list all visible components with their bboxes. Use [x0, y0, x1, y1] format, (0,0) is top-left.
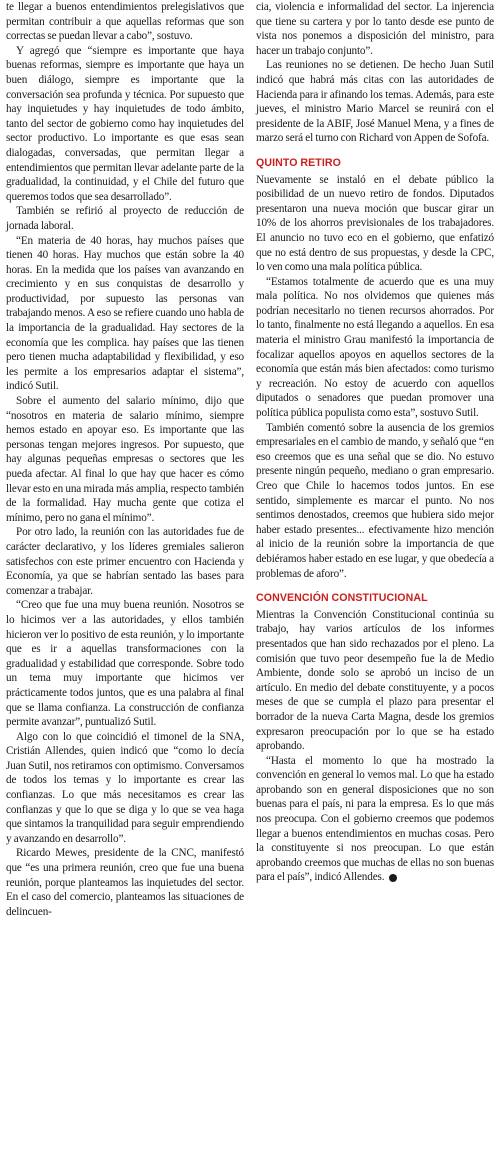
paragraph: Y agregó que “siempre es importante que haya buenas reformas, siempre es importante que haya un buen diálogo, siempre es importante que la conversación sea profunda y técnica. Por supuesto que hay inquietudes y hay inquietudes de todo ámbito, tanto del sector de gobierno como hay inquietudes del sector productivo. Lo importante es que esas sean dialogadas, conversadas, que permitan llegar a entendimientos que permitan llevar adelante parte de la gradualidad, la continuidad, y el Chile del futuro que queremos todos que sea desarrollado”. [6, 44, 244, 203]
paragraph: Ricardo Mewes, presidente de la CNC, manifestó que “es una primera reunión, creo que fue una buena reunión, porque planteamos las inquietudes del sector. En el caso del comercio, planteamos las situaciones de delincuen- [6, 847, 244, 918]
paragraph: “Estamos totalmente de acuerdo que es una muy mala política. No nos olvidemos que quienes más podrían necesitarlo no tienen recursos ahorrados. Por lo tanto, finalmente no está llegando a aquellos. En esa materia el ministro Grau manifestó la importancia de focalizar aquellos apoyos en aquellos sectores de la economía que están más bien afectados: como turismo y recreación. No estoy de acuerdo con aquellos diputados o senadores que puedan promover una política pública populista como esta”, sostuvo Sutil. [256, 275, 494, 420]
paragraph: Mientras la Convención Constitucional continúa su trabajo, hay varios artículos de los informes presentados que han sido rechazados por el pleno. La comisión que tuvo peor desempeño fue la de Medio Ambiente, donde solo se aprobó un inciso de un artículo. En medio del debate constituyente, y a pocos meses de que se cumpla el plazo para presentar el borrador de la nueva Carta Magna, desde los gremios expresaron preocupación por lo que se ha estado aprobando. [256, 608, 494, 753]
paragraph: Las reuniones no se detienen. De hecho Juan Sutil indicó que habrá más citas con las autoridades de Hacienda para ir afinando los temas. Además, para este jueves, el ministro Mario Marcel se reunirá con el presidente de la ABIF, José Manuel Mena, y a fines de marzo será el turno con Richard von Appen de Sofofa. [256, 59, 494, 145]
left-column [6, 0, 244, 919]
paragraph: “Creo que fue una muy buena reunión. Nosotros se lo hicimos ver a las autoridades, y ellos también hicieron ver lo positivo de esta reunión, y lo importante que es ir a aquellas transformaciones con la gradualidad y estabilidad que corresponde. Sobre todo un tema muy importante que hicimos ver prácticamente todos juntos, que es una palabra al final que se llama confianza. La construcción de confianza permite avanzar”, puntualizó Sutil. [6, 599, 244, 729]
paragraph: También comentó sobre la ausencia de los gremios empresariales en el cambio de mando, y señaló que “en eso creemos que es una señal que se dio. No estuvo presente ningún pequeño, mediano o gran empresario. Creo que Chile lo hacemos todos juntos. En ese sentido, simplemente es marcar el punto. No nos sentimos denostados, creemos que hubiera sido mejor haber estado presentes... efectivamente hizo mención al inicio de la reunión sobre la importancia de que debiéramos haber estado en ese lugar, y que obedecía a problemas de aforo”. [256, 421, 494, 580]
paragraph: Algo con lo que coincidió el timonel de la SNA, Cristián Allendes, quien indicó que “como lo decía Juan Sutil, nos retiramos con optimismo. Conversamos de todos los temas y lo importante es crear las confianzas. Lo que más necesitamos es crear las confianzas y que lo que se diga y lo que se vea haga que sintamos la tranquilidad para seguir emprendiendo y avanzando en desarrollo”. [6, 730, 244, 845]
section-heading-quinto-retiro: QUINTO RETIRO [256, 156, 341, 169]
right-column [256, 0, 494, 885]
paragraph: Por otro lado, la reunión con las autoridades fue de carácter declarativo, y los líderes gremiales salieron satisfechos con este primer encuentro con Hacienda y Economía, ya que se habrían sentado las bases para comenzar a trabajar. [6, 526, 244, 597]
end-mark-icon: P [389, 874, 397, 882]
paragraph: “Hasta el momento lo que ha mostrado la convención en general lo vemos mal. Lo que ha estado aprobando son en general disposiciones que no son buenas para el país, ni para la empresa. Es lo que más nos preocupa. Con el gobierno creemos que podemos llegar a buenos entendimientos en muchas cosas. Pero la constituyente si nos preocupan. Lo que están aprobando creemos que muchas de ellas no son buenas para el país”, indicó Allendes. P [256, 754, 494, 884]
section-heading-convencion-constitucional: CONVENCIÓN CONSTITUCIONAL [256, 592, 428, 605]
paragraph: También se refirió al proyecto de reducción de jornada laboral. [6, 205, 244, 232]
paragraph: te llegar a buenos entendimientos prelegislativos que permitan contribuir a que aquellas reformas que son correctas se puedan llevar a cabo”, sostuvo. [6, 1, 244, 43]
paragraph: Nuevamente se instaló en el debate público la posibilidad de un nuevo retiro de fondos. Diputados presentaron una nueva moción que buscar girar un 10% de los ahorros previsionales de los trabajadores. El anuncio no tuvo eco en el gobierno, que enfatizó que no está dentro de sus propuestas, y desde la CPC, lo ven como una mala política pública. [256, 173, 494, 274]
paragraph: “En materia de 40 horas, hay muchos países que tienen 40 horas. Hay muchos que están sobre la 40 horas. En la medida que los países van avanzando en crecimiento y en sus conquistas de desarrollo y productividad, por supuesto las personas van trabajando menos. A eso se refiere cuando uno habla de la importancia de la gradualidad. Hay sectores de la economía que les complica. hay países que las tienen pero tienen mucha adaptabilidad y flexibilidad, y eso les permite a los empresarios adaptar el sistema”, indicó Sutil. [6, 234, 244, 393]
paragraph: cia, violencia e informalidad del sector. La injerencia que tiene su cartera y por lo tanto desde ese punto de vista nos ponemos a disposición del ministro, para hacer un trabajo conjunto”. [256, 1, 494, 57]
paragraph: Sobre el aumento del salario mínimo, dijo que “nosotros en materia de salario mínimo, siempre hemos estado en apoyar eso. Es importante que las personas tengan mejores ingresos. Por supuesto, que hay algunas pequeñas empresas o sectores que les pueda afectar. Al final lo que hay que hacer es cómo llevar esto en una mirada más amplia, respecto también de la formalidad. Hay mucha gente que cotiza el mínimo, pero no gana el mínimo”. [6, 395, 244, 524]
